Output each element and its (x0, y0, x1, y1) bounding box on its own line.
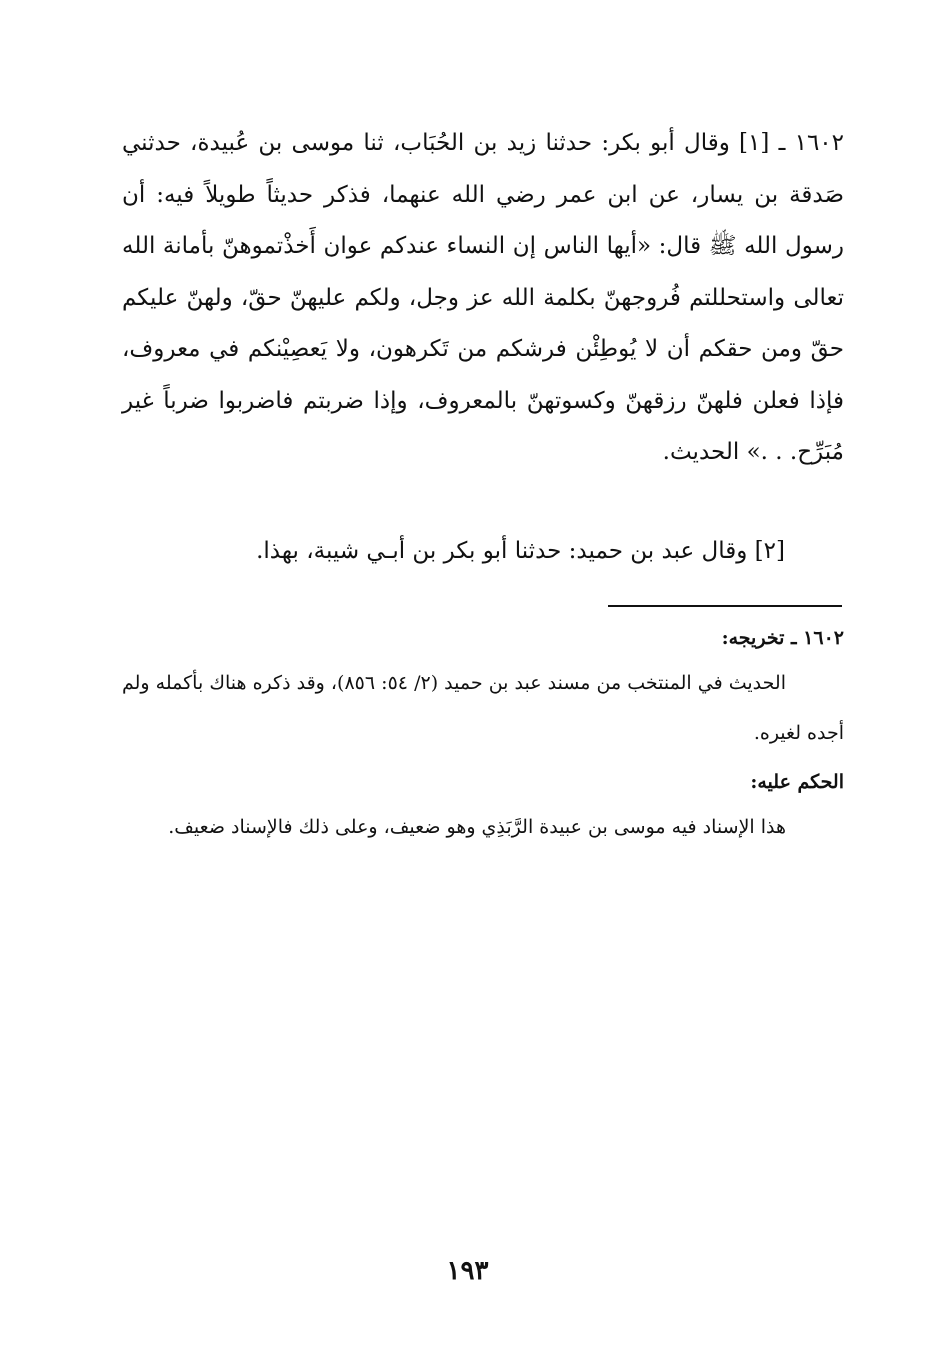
ruling-text: هذا الإسناد فيه موسى بن عبيدة الرَّبَذِي وهو ضعيف، وعلى ذلك فالإسناد ضعيف. (168, 816, 786, 838)
hadith-paragraph-1: ١٦٠٢ ـ [١] وقال أبو بكر: حدثنا زيد بن الحُبَاب، ثنا موسى بن عُبيدة، حدثني صَدقة بن يسار، عن ابن عمر رضي الله عنهما، فذكر حديثاً طويلاً فيه: أن رسول الله ﷺ قال: «أيها الناس إن النساء عندكم عوان أَخذْتموهنّ بأمانة الله تعالى واستحللتم فُروجهنّ بكلمة الله عز وجل، ولكم عليهنّ حقّ، ولهنّ عليكم حقّ ومن حقكم أن لا يُوطِئْن فرشكم من تَكرهون، ولا يَعصِيْنكم في معروف، فإذا فعلن فلهنّ رزقهنّ وكسوتهنّ بالمعروف، وإذا ضربتم فاضربوا ضرباً غير مُبَرِّح. . .» الحديث. (122, 130, 845, 465)
takhrij-text: الحديث في المنتخب من مسند عبد بن حميد (٢/ ٥٤: ٨٥٦)، وقد ذكره هناك بأكمله ولم أجده لغيره. (122, 672, 844, 744)
ruling-heading: الحكم عليه: (750, 771, 844, 793)
footnote-separator (608, 605, 842, 607)
footnotes (122, 618, 844, 852)
takhrij-heading: ١٦٠٢ ـ تخريجه: (721, 627, 844, 649)
hadith-text (122, 118, 844, 479)
page-number: ١٩٣ (446, 1256, 489, 1286)
hadith-paragraph-2: [٢] وقال عبد بن حميد: حدثنا أبو بكر بن أبـي شيبة، بهذا. (256, 538, 785, 564)
